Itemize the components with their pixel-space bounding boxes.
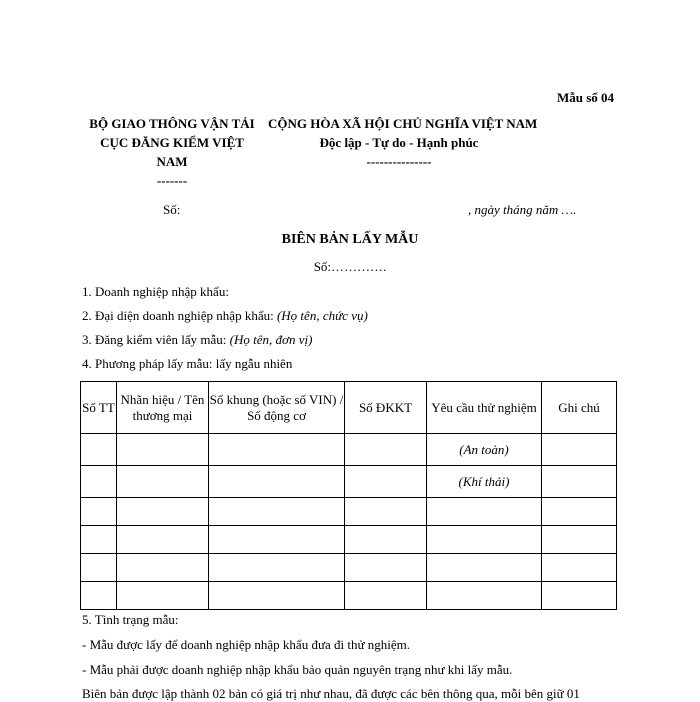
agency-rule: -------: [156, 173, 188, 188]
table-cell: [427, 582, 542, 610]
table-cell: [81, 582, 117, 610]
form-number: Mẫu số 04: [557, 90, 615, 105]
field-hint: (Họ tên, đơn vị): [229, 332, 313, 347]
sample-table: [80, 381, 617, 610]
issuing-agency-header: [72, 114, 272, 190]
national-motto-header: [268, 114, 538, 171]
table-cell: [209, 434, 345, 466]
document-title: BIÊN BẢN LẤY MẪU: [281, 232, 419, 247]
table-cell: [427, 526, 542, 554]
table-row: [81, 434, 617, 466]
table-row: [81, 526, 617, 554]
table-cell: [427, 498, 542, 526]
field-sampling-method: 4. Phương pháp lấy mẫu: lấy ngẫu nhiên: [82, 356, 293, 371]
table-cell: [345, 466, 427, 498]
table-cell: [117, 466, 209, 498]
table-cell: [542, 466, 617, 498]
agency-line-3: NAM: [156, 154, 188, 169]
header-frame-number: Số khung (hoặc số VIN) / Số động cơ: [209, 382, 345, 434]
table-cell: [209, 498, 345, 526]
table-cell: [345, 554, 427, 582]
record-number: Số:………….: [313, 259, 387, 274]
table-cell: [117, 526, 209, 554]
closing-statement: Biên bản được lập thành 02 bản có giá trị như nhau, đã được các bên thông qua, mỗi bên giữ 01: [82, 686, 580, 701]
header-stt: Số TT: [81, 382, 117, 434]
document-number-label: Số:: [163, 202, 181, 217]
field-label: 2. Đại diện doanh nghiệp nhập khẩu:: [82, 308, 277, 323]
field-hint: (Họ tên, chức vụ): [276, 308, 368, 323]
sample-status-line-2: - Mẫu phải được doanh nghiệp nhập khẩu bảo quản nguyên trạng như khi lấy mẫu.: [82, 662, 513, 677]
table-cell: [81, 498, 117, 526]
sample-status-line-1: - Mẫu được lấy để doanh nghiệp nhập khẩu đưa đi thử nghiệm.: [82, 637, 411, 652]
header-brand: Nhãn hiệu / Tên thương mại: [117, 382, 209, 434]
table-cell: [542, 582, 617, 610]
table-cell: [81, 554, 117, 582]
table-cell: [81, 466, 117, 498]
header-dkkt: Số ĐKKT: [345, 382, 427, 434]
table-row: [81, 554, 617, 582]
nation-name: CỘNG HÒA XÃ HỘI CHỦ NGHĨA VIỆT NAM: [268, 116, 538, 131]
table-cell: [345, 582, 427, 610]
field-importer-representative: [82, 308, 368, 324]
table-cell: [81, 526, 117, 554]
test-emission-cell: (Khí thải): [427, 466, 542, 498]
header-note: Ghi chú: [542, 382, 617, 434]
table-cell: [117, 498, 209, 526]
table-cell: [117, 554, 209, 582]
table-cell: [209, 466, 345, 498]
table-cell: [542, 434, 617, 466]
table-cell: [345, 434, 427, 466]
field-importer: 1. Doanh nghiệp nhập khẩu:: [82, 284, 229, 299]
table-cell: [345, 526, 427, 554]
sample-status-label: 5. Tình trạng mẫu:: [82, 612, 179, 627]
table-cell: [117, 582, 209, 610]
date-line: , ngày tháng năm ….: [468, 202, 577, 217]
table-row: [81, 498, 617, 526]
field-label: 3. Đăng kiểm viên lấy mẫu:: [82, 332, 230, 347]
table-cell: [427, 554, 542, 582]
table-cell: [542, 498, 617, 526]
table-cell: [345, 498, 427, 526]
field-inspector: [82, 332, 312, 348]
agency-line-1: BỘ GIAO THÔNG VẬN TẢI: [89, 116, 255, 131]
table-cell: [81, 434, 117, 466]
motto-rule: ---------------: [366, 154, 432, 169]
motto: Độc lập - Tự do - Hạnh phúc: [319, 135, 479, 150]
table-row: [81, 466, 617, 498]
table-cell: [542, 526, 617, 554]
header-test-requirement: Yêu cầu thử nghiệm: [427, 382, 542, 434]
test-safety-cell: (An toàn): [427, 434, 542, 466]
agency-line-2: CỤC ĐĂNG KIỂM VIỆT: [100, 135, 244, 150]
table-cell: [117, 434, 209, 466]
table-cell: [542, 554, 617, 582]
table-cell: [209, 582, 345, 610]
table-cell: [209, 554, 345, 582]
table-cell: [209, 526, 345, 554]
table-header-row: [81, 382, 617, 434]
table-row: [81, 582, 617, 610]
